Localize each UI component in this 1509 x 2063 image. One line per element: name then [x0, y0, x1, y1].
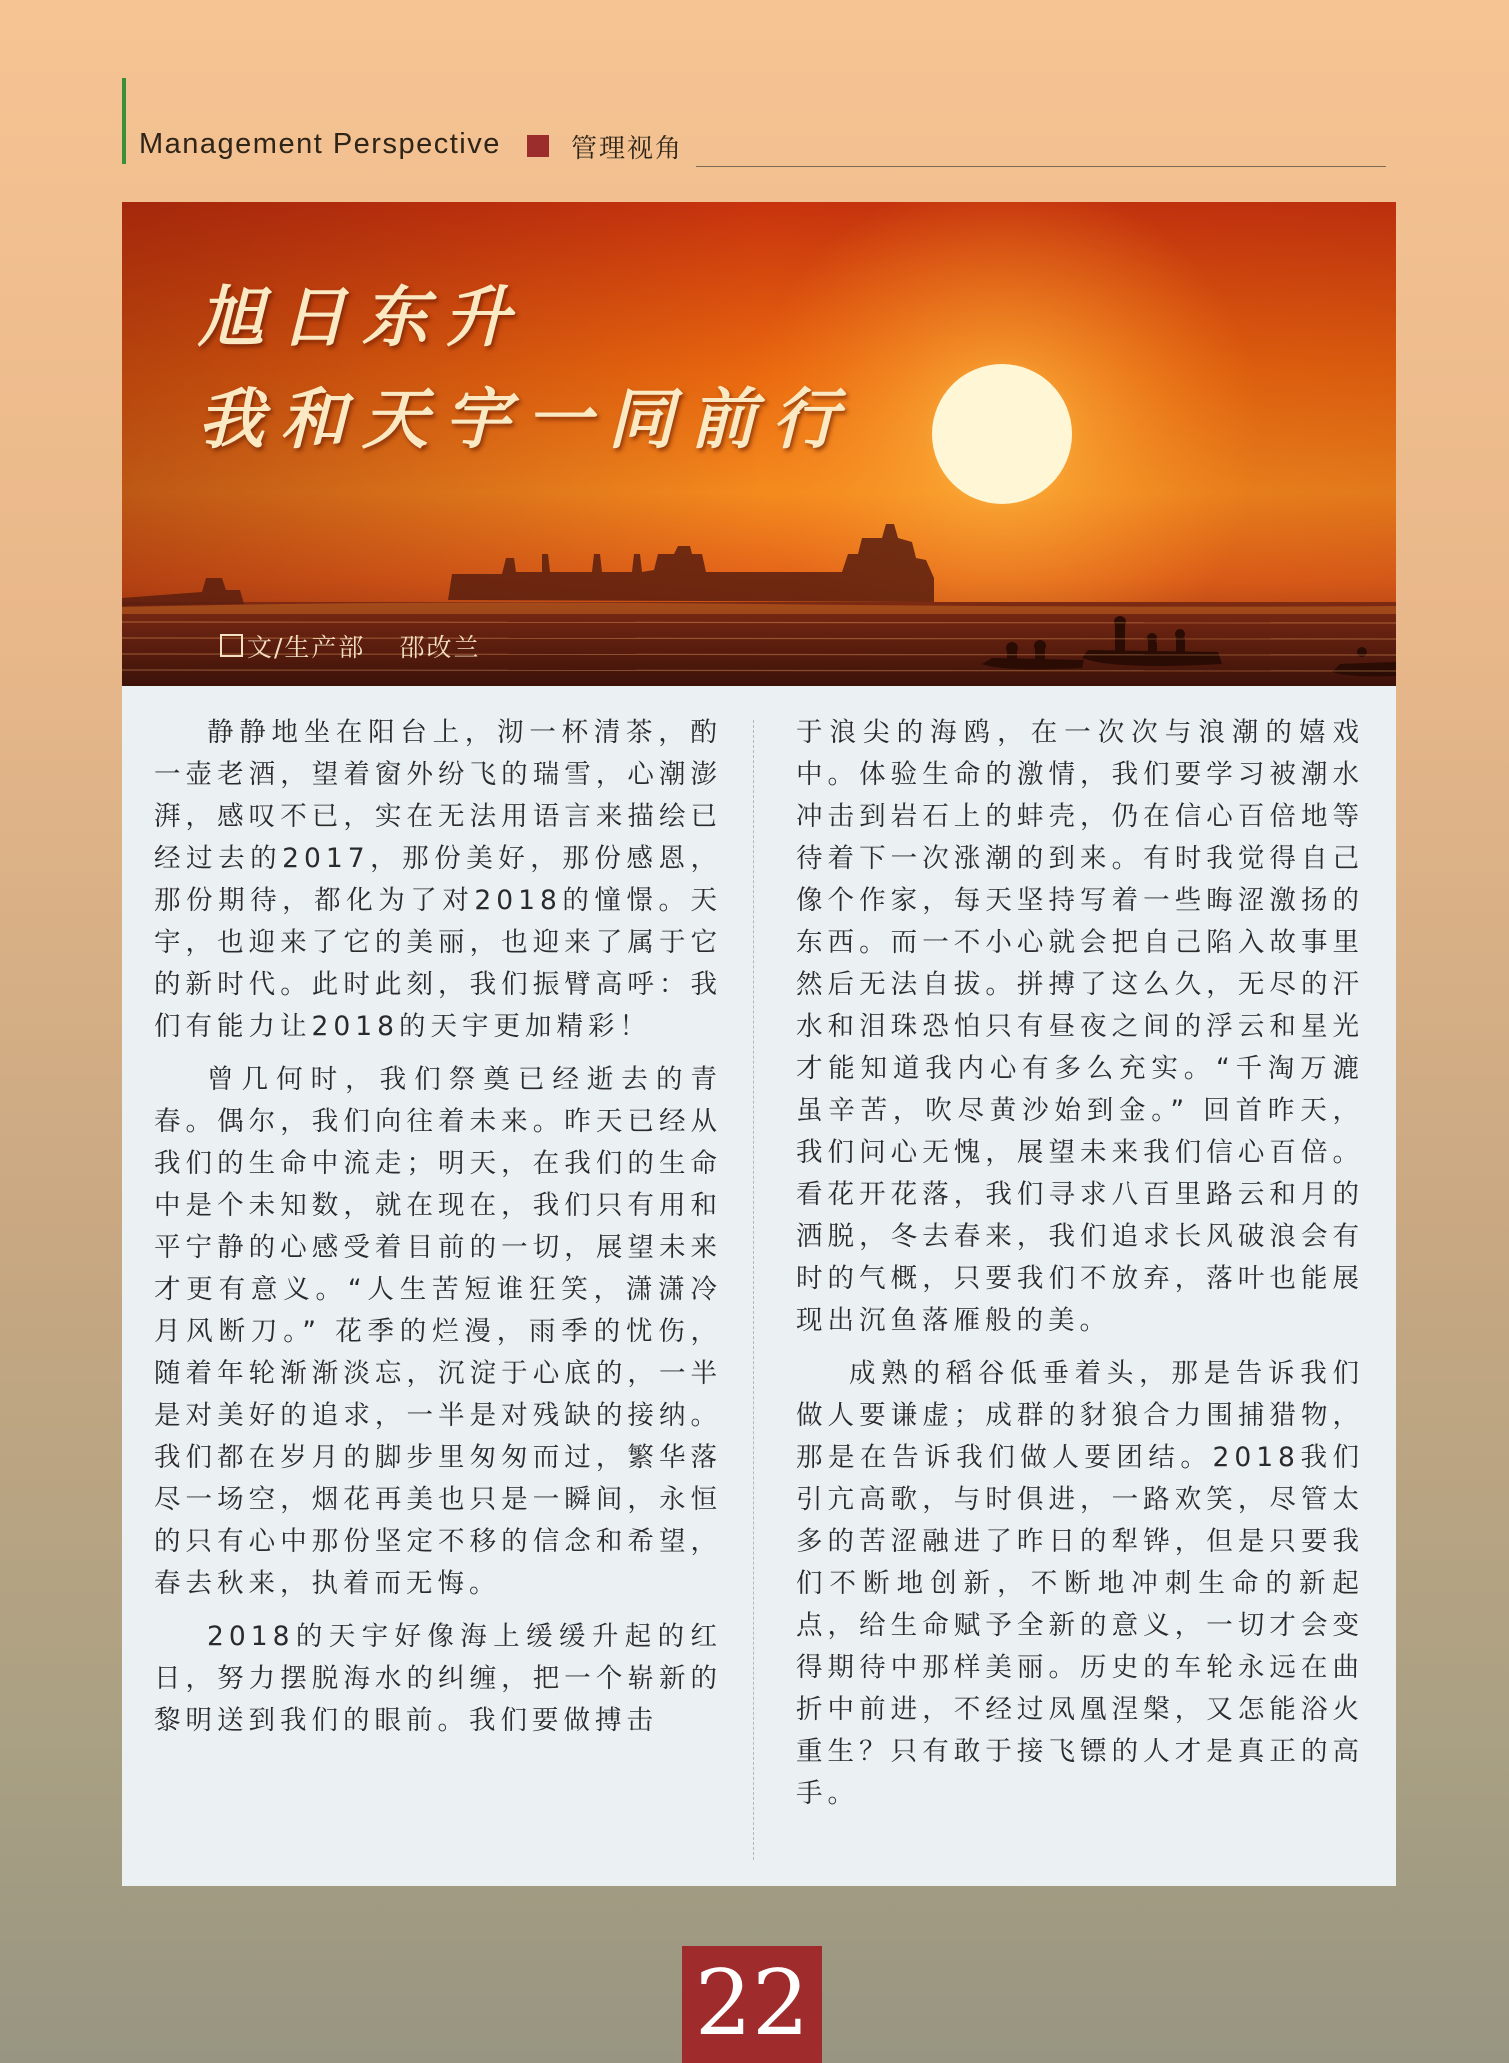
paragraph-continued: 于浪尖的海鸥，在一次次与浪潮的嬉戏中。体验生命的激情，我们要学习被潮水冲击到岩石上的蚌壳，仍在信心百倍地等待着下一次涨潮的到来。有时我觉得自己像个作家，每天坚持写着一些晦涩激扬的东西。而一不小心就会把自己陷入故事里然后无法自拔。拼搏了这么久，无尽的汗水和泪珠恐怕只有昼夜之间的浮云和星光才能知道我内心有多么充实。“千淘万漉虽辛苦，吹尽黄沙始到金。” 回首昨天，我们问心无愧，展望未来我们信心百倍。看花开花落，我们寻求八百里路云和月的洒脱，冬去春来，我们追求长风破浪会有时的气概，只要我们不放弃，落叶也能展现出沉鱼落雁般的美。	[796, 717, 1364, 1336]
byline-department: 文/生产部	[247, 633, 366, 662]
column-divider	[753, 720, 754, 1860]
paragraph: 2018的天宇好像海上缓缓升起的红日，努力摆脱海水的纠缠，把一个崭新的黎明送到我们的眼前。我们要做搏击	[154, 1621, 722, 1736]
paragraph: 成熟的稻谷低垂着头，那是告诉我们做人要谦虚；成群的豺狼合力围捕猎物，那是在告诉我们做人要团结。2018我们引亢高歌，与时俱进，一路欢笑，尽管太多的苦涩融进了昨日的犁铧，但是只要我们不断地创新，不断地冲刺生命的新起点，给生命赋予全新的意义，一切才会变得期待中那样美丽。历史的车轮永远在曲折中前进，不经过凤凰涅槃，又怎能浴火重生？只有敢于接飞镖的人才是真正的高手。	[796, 1358, 1364, 1809]
byline	[220, 628, 480, 664]
header-accent-bar	[122, 78, 126, 164]
page-number: 22	[694, 1951, 810, 2056]
paragraph: 曾几何时，我们祭奠已经逝去的青春。偶尔，我们向往着未来。昨天已经从我们的生命中流走；明天，在我们的生命中是个未知数，就在现在，我们只有用和平宁静的心感受着目前的一切，展望未来才更有意义。“人生苦短谁狂笑，潇潇冷月风断刀。” 花季的烂漫，雨季的忧伤，随着年轮渐渐淡忘，沉淀于心底的，一半是对美好的追求，一半是对残缺的接纳。我们都在岁月的脚步里匆匆而过，繁华落尽一场空，烟花再美也只是一瞬间，永恒的只有心中那份坚定不移的信念和希望，春去秋来，执着而无悔。	[154, 1064, 722, 1599]
section-marker-square	[527, 135, 549, 157]
page-number-box	[682, 1946, 822, 2063]
article-title-line-2: 我和天宇一同前行	[198, 380, 854, 458]
byline-box-icon	[220, 634, 243, 657]
hero-banner	[122, 202, 1396, 686]
article-card	[122, 202, 1396, 1886]
paragraph: 静静地坐在阳台上，沏一杯清茶，酌一壶老酒，望着窗外纷飞的瑞雪，心潮澎湃，感叹不已，实在无法用语言来描绘已经过去的2017，那份美好，那份感恩，那份期待，都化为了对2018的憧憬。天宇，也迎来了它的美丽，也迎来了属于它的新时代。此时此刻，我们振臂高呼：我们有能力让2018的天宇更加精彩！	[154, 717, 722, 1042]
left-column	[154, 712, 722, 1753]
header-rule	[696, 166, 1386, 167]
sun	[932, 364, 1072, 504]
section-title-en: Management Perspective	[139, 128, 501, 160]
article-title-line-1: 旭日东升	[198, 278, 526, 356]
section-title-cn: 管理视角	[571, 134, 684, 164]
right-column	[796, 712, 1364, 1826]
byline-author: 邵改兰	[399, 633, 481, 662]
